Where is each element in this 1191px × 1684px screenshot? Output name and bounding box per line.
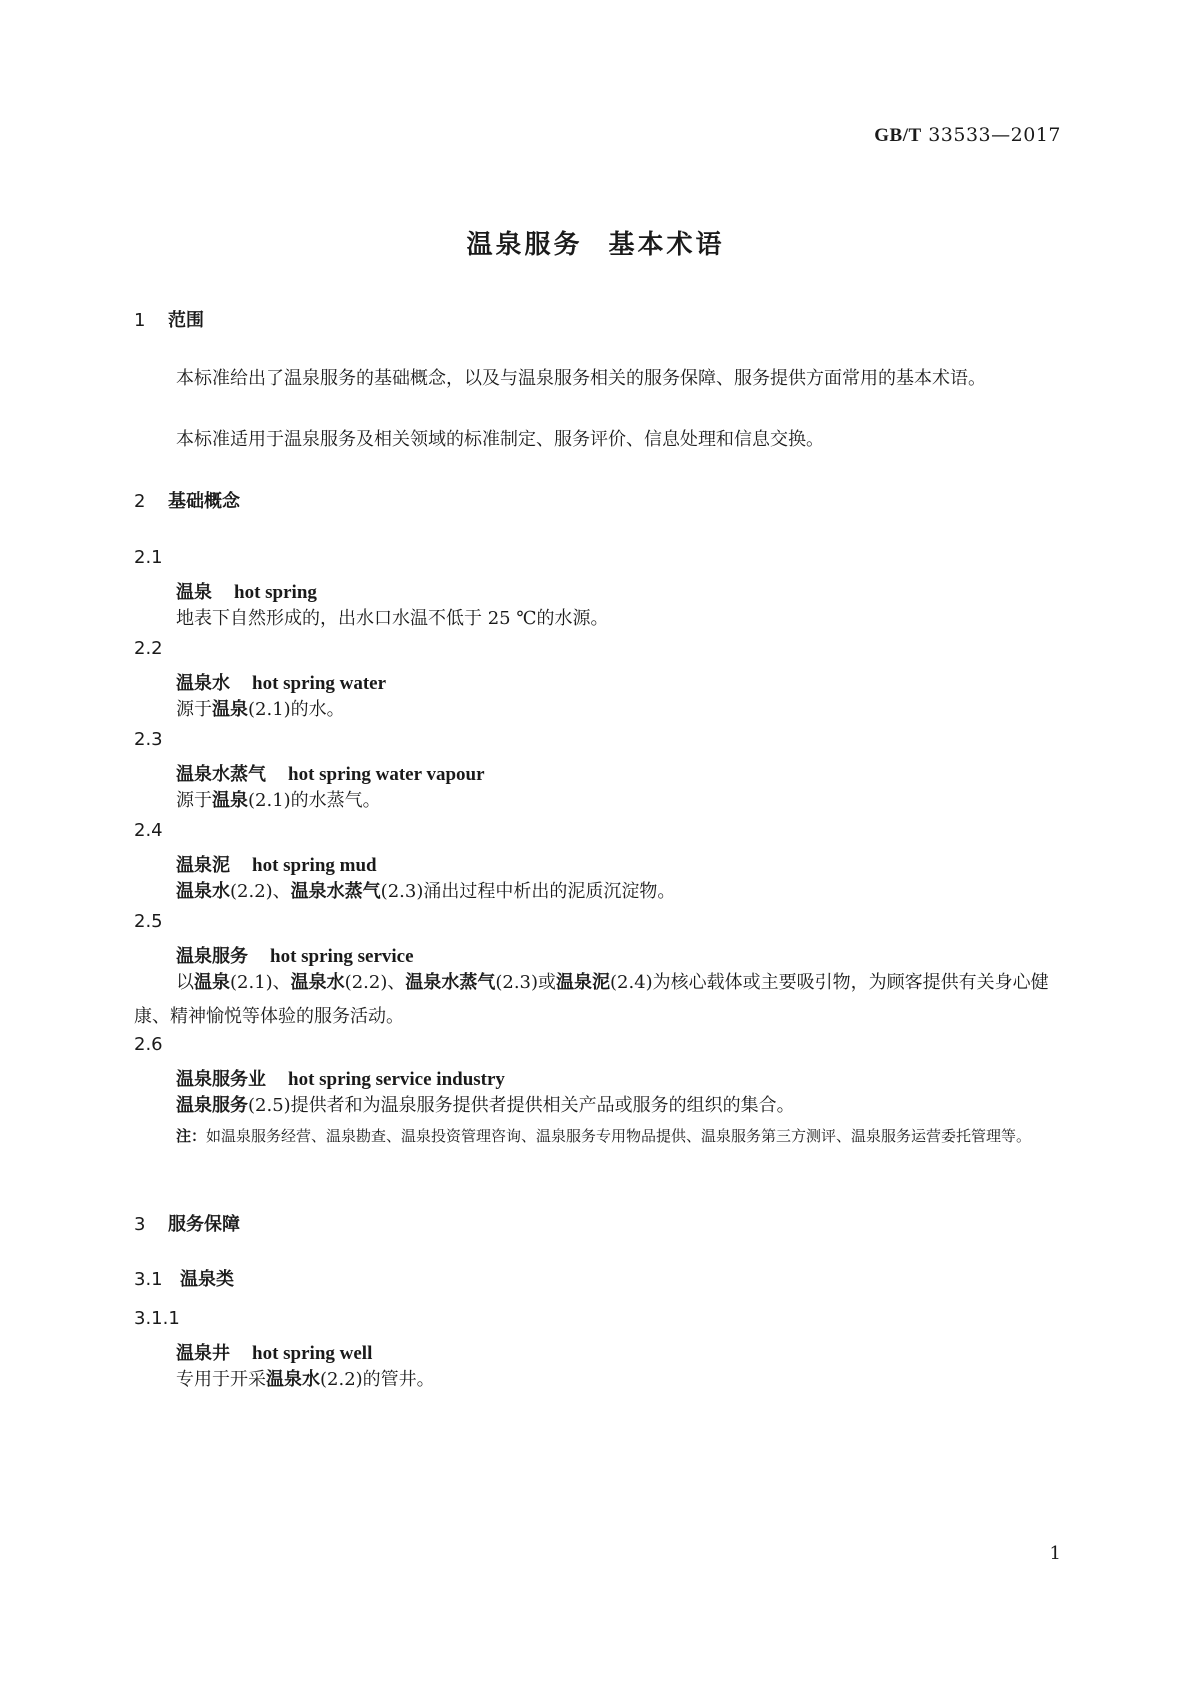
term-3-1-1 bbox=[176, 1339, 372, 1365]
def-text: (2.4)为核心载体或主要吸引物，为顾客提供有关身心健康、精神愉悦等体验的服务活动。 bbox=[134, 972, 1049, 1027]
term-reference: 温泉水蒸气 bbox=[290, 881, 381, 902]
note-label: 注： bbox=[176, 1127, 207, 1145]
section-3-1-heading bbox=[134, 1265, 234, 1291]
def-text: (2.1)的水。 bbox=[248, 699, 345, 720]
standard-code bbox=[874, 124, 1061, 147]
scope-paragraph-1: 本标准给出了温泉服务的基础概念，以及与温泉服务相关的服务保障、服务提供方面常用的基本术语。 bbox=[176, 368, 986, 389]
def-text: (2.1)的水蒸气。 bbox=[248, 790, 381, 811]
term-reference: 温泉服务 bbox=[176, 1095, 248, 1116]
term-en: hot spring service industry bbox=[288, 1069, 505, 1090]
term-en: hot spring water bbox=[252, 673, 387, 694]
term-zh: 温泉泥 bbox=[176, 855, 230, 876]
def-text: 源于 bbox=[176, 790, 212, 811]
section-number: 3 bbox=[134, 1214, 146, 1235]
term-en: hot spring service bbox=[270, 946, 414, 967]
term-number-2-3: 2.3 bbox=[134, 729, 163, 750]
term-number-2-2: 2.2 bbox=[134, 638, 163, 659]
document-title bbox=[0, 224, 1191, 261]
term-reference: 温泉水 bbox=[176, 881, 230, 902]
section-title: 服务保障 bbox=[168, 1214, 240, 1235]
term-2-5 bbox=[176, 942, 414, 968]
def-text: (2.2)的管井。 bbox=[320, 1369, 435, 1390]
scope-paragraph-2: 本标准适用于温泉服务及相关领域的标准制定、服务评价、信息处理和信息交换。 bbox=[176, 429, 824, 450]
note-2-6 bbox=[176, 1122, 1058, 1150]
term-reference: 温泉泥 bbox=[556, 972, 611, 993]
def-text: 专用于开采 bbox=[176, 1369, 266, 1390]
title-part-1: 温泉服务 bbox=[466, 230, 583, 260]
def-text: (2.2)、 bbox=[230, 881, 291, 902]
section-1-heading bbox=[134, 306, 204, 332]
def-text: (2.3)涌出过程中析出的泥质沉淀物。 bbox=[380, 881, 676, 902]
term-reference: 温泉水蒸气 bbox=[405, 972, 496, 993]
section-2-heading bbox=[134, 487, 240, 513]
term-zh: 温泉井 bbox=[176, 1343, 230, 1364]
term-reference: 温泉 bbox=[194, 972, 230, 993]
section-title: 范围 bbox=[168, 310, 204, 331]
section-number: 3.1 bbox=[134, 1269, 163, 1290]
def-text: (2.1)、 bbox=[230, 972, 291, 993]
definition-2-6 bbox=[134, 1089, 1058, 1123]
definition-2-4 bbox=[134, 875, 1058, 909]
def-text: 以 bbox=[176, 972, 194, 993]
term-en: hot spring well bbox=[252, 1343, 373, 1364]
definition-2-5 bbox=[134, 966, 1058, 1034]
term-zh: 温泉 bbox=[176, 582, 212, 603]
term-en: hot spring mud bbox=[252, 855, 377, 876]
def-text: (2.3)或 bbox=[495, 972, 557, 993]
definition-3-1-1 bbox=[134, 1363, 1058, 1397]
term-zh: 温泉服务 bbox=[176, 946, 248, 967]
definition-2-1: 地表下自然形成的，出水口水温不低于 25 ℃的水源。 bbox=[176, 608, 609, 629]
term-number-2-4: 2.4 bbox=[134, 820, 163, 841]
term-reference: 温泉 bbox=[212, 699, 248, 720]
term-number-3-1-1: 3.1.1 bbox=[134, 1308, 180, 1329]
term-2-6 bbox=[176, 1065, 505, 1091]
term-reference: 温泉水 bbox=[266, 1369, 320, 1390]
section-number: 1 bbox=[134, 310, 146, 331]
term-number-2-1: 2.1 bbox=[134, 547, 163, 568]
definition-2-3 bbox=[134, 784, 1058, 818]
term-zh: 温泉水蒸气 bbox=[176, 764, 266, 785]
def-text: (2.5)提供者和为温泉服务提供者提供相关产品或服务的组织的集合。 bbox=[248, 1095, 795, 1116]
section-3-heading bbox=[134, 1210, 240, 1236]
page-number: 1 bbox=[1049, 1543, 1061, 1564]
term-2-2 bbox=[176, 669, 386, 695]
term-en: hot spring bbox=[234, 582, 317, 603]
standard-prefix: GB/T bbox=[874, 125, 922, 146]
section-title: 温泉类 bbox=[180, 1269, 234, 1290]
section-number: 2 bbox=[134, 491, 146, 512]
term-zh: 温泉服务业 bbox=[176, 1069, 266, 1090]
term-reference: 温泉水 bbox=[290, 972, 345, 993]
def-text: (2.2)、 bbox=[344, 972, 406, 993]
note-text: 如温泉服务经营、温泉勘查、温泉投资管理咨询、温泉服务专用物品提供、温泉服务第三方测评、温泉服务运营委托管理等。 bbox=[206, 1127, 1032, 1145]
section-title: 基础概念 bbox=[168, 491, 240, 512]
term-2-1 bbox=[176, 578, 317, 604]
term-number-2-5: 2.5 bbox=[134, 911, 163, 932]
term-en: hot spring water vapour bbox=[288, 764, 485, 785]
term-number-2-6: 2.6 bbox=[134, 1034, 163, 1055]
term-2-3 bbox=[176, 760, 485, 786]
term-reference: 温泉 bbox=[212, 790, 248, 811]
term-zh: 温泉水 bbox=[176, 673, 230, 694]
title-part-2: 基本术语 bbox=[608, 230, 725, 260]
term-2-4 bbox=[176, 851, 377, 877]
def-text: 源于 bbox=[176, 699, 212, 720]
definition-2-2 bbox=[134, 693, 1058, 727]
standard-number: 33533—2017 bbox=[928, 124, 1061, 146]
